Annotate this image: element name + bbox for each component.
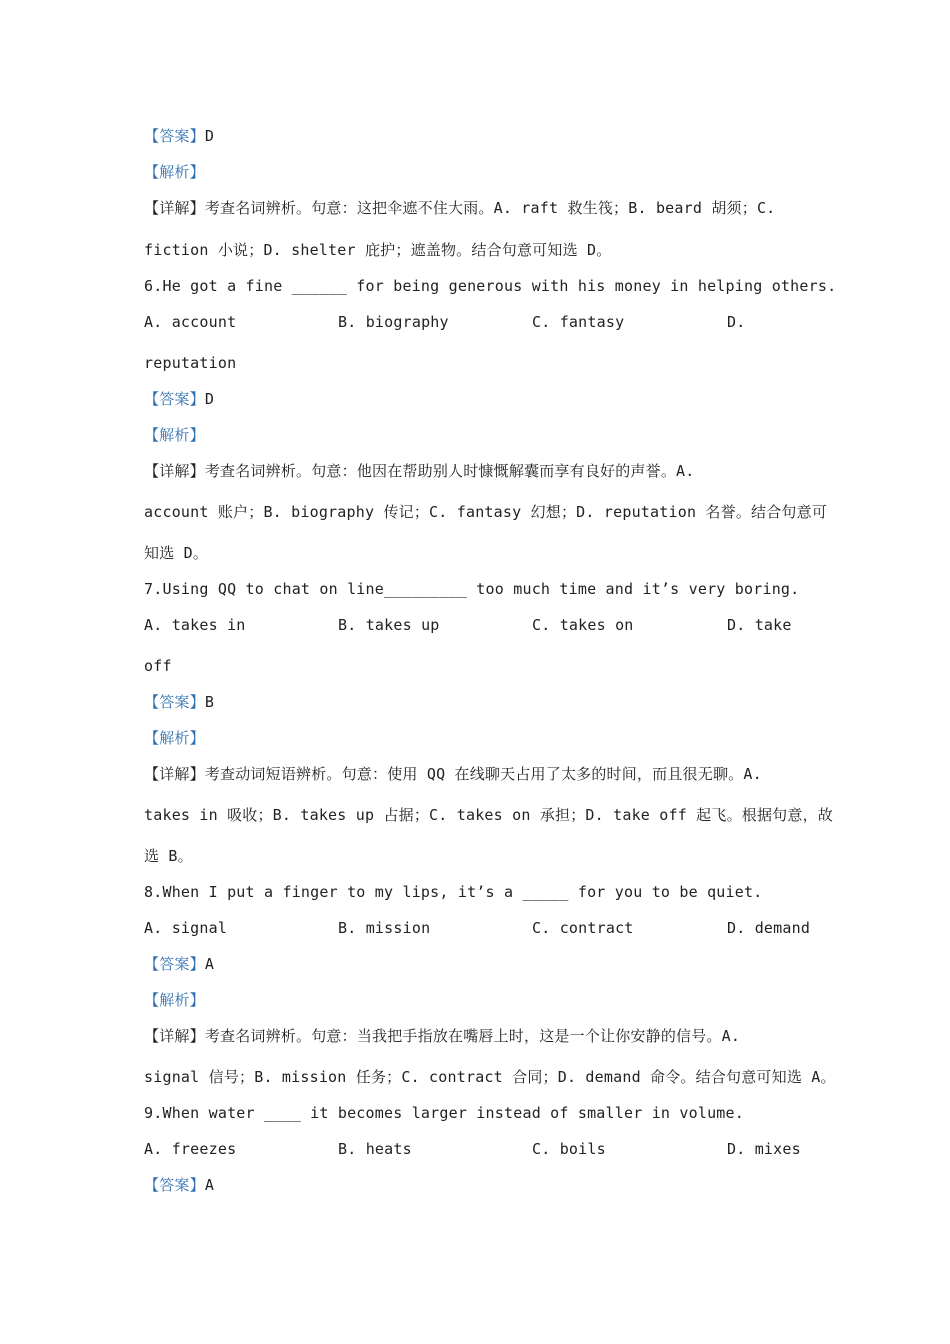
detail-line-q6-1 — [144, 461, 694, 481]
answer-tag: 【答案】 — [144, 693, 205, 711]
answer-tag: 【答案】 — [144, 1176, 205, 1194]
analysis-tag: 【解析】 — [144, 163, 205, 181]
answer-value: B — [204, 693, 215, 711]
option-a: A. signal — [144, 919, 228, 937]
detail-line-q8-2: signal 信号；B. mission 任务；C. contract 合同；D. demand 命令。结合句意可知选 A。 — [144, 1068, 836, 1086]
detail-text: 考查名词辨析。句意：当我把手指放在嘴唇上时，这是一个让你安静的信号。A. — [204, 1027, 741, 1045]
question-stem-q9: 9.When water ____ it becomes larger instead of smaller in volume. — [144, 1104, 744, 1122]
option-d-continuation: reputation — [144, 354, 237, 372]
detail-text: 考查动词短语辨析。句意：使用 QQ 在线聊天占用了太多的时间，而且很无聊。A. — [204, 765, 762, 783]
answer-value: A — [204, 1176, 215, 1194]
option-b: B. biography — [338, 313, 449, 331]
detail-line-q7-1 — [144, 764, 762, 784]
answer-line-q7 — [144, 692, 214, 712]
detail-line-q6-3: 知选 D。 — [144, 544, 209, 562]
detail-text: 考查名词辨析。句意：这把伞遮不住大雨。A. raft 救生筏；B. beard 胡须；C. — [204, 199, 776, 217]
option-b: B. mission — [338, 919, 431, 937]
option-c: C. takes on — [532, 616, 634, 634]
answer-line-q9 — [144, 1175, 214, 1195]
option-a: A. account — [144, 313, 237, 331]
answer-line-q6 — [144, 389, 214, 409]
option-d: D. mixes — [727, 1140, 801, 1158]
option-a: A. freezes — [144, 1140, 237, 1158]
option-a: A. takes in — [144, 616, 246, 634]
option-d: D. demand — [727, 919, 811, 937]
option-c: C. boils — [532, 1140, 606, 1158]
detail-tag: 【详解】 — [144, 765, 205, 783]
analysis-line-q5 — [144, 162, 205, 182]
option-d-continuation: off — [144, 657, 172, 675]
option-b: B. takes up — [338, 616, 440, 634]
answer-tag: 【答案】 — [144, 127, 205, 145]
detail-line-q7-2: takes in 吸收；B. takes up 占据；C. takes on 承担；D. take off 起飞。根据句意，故 — [144, 806, 833, 824]
answer-line-q5 — [144, 126, 214, 146]
detail-line-q5-1 — [144, 198, 775, 218]
detail-line-q7-3: 选 B。 — [144, 847, 193, 865]
question-stem-q6: 6.He got a fine ______ for being generous with his money in helping others. — [144, 277, 837, 295]
detail-tag: 【详解】 — [144, 462, 205, 480]
answer-tag: 【答案】 — [144, 955, 205, 973]
option-c: C. contract — [532, 919, 634, 937]
detail-line-q5-2: fiction 小说；D. shelter 庇护；遮盖物。结合句意可知选 D。 — [144, 241, 612, 259]
answer-value: D — [204, 127, 215, 145]
analysis-line-q8 — [144, 990, 205, 1010]
question-stem-q8: 8.When I put a finger to my lips, it’s a _____ for you to be quiet. — [144, 883, 763, 901]
analysis-tag: 【解析】 — [144, 426, 205, 444]
answer-value: A — [204, 955, 215, 973]
analysis-line-q6 — [144, 425, 205, 445]
detail-tag: 【详解】 — [144, 199, 205, 217]
detail-line-q6-2: account 账户；B. biography 传记；C. fantasy 幻想；D. reputation 名誉。结合句意可 — [144, 503, 828, 521]
detail-text: 考查名词辨析。句意：他因在帮助别人时慷慨解囊而享有良好的声誉。A. — [204, 462, 695, 480]
option-d: D. take — [727, 616, 792, 634]
answer-value: D — [204, 390, 215, 408]
option-c: C. fantasy — [532, 313, 625, 331]
analysis-line-q7 — [144, 728, 205, 748]
detail-tag: 【详解】 — [144, 1027, 205, 1045]
answer-tag: 【答案】 — [144, 390, 205, 408]
answer-line-q8 — [144, 954, 214, 974]
option-b: B. heats — [338, 1140, 412, 1158]
option-d: D. — [727, 313, 746, 331]
detail-line-q8-1 — [144, 1026, 740, 1046]
analysis-tag: 【解析】 — [144, 729, 205, 747]
analysis-tag: 【解析】 — [144, 991, 205, 1009]
question-stem-q7: 7.Using QQ to chat on line_________ too much time and it’s very boring. — [144, 580, 800, 598]
